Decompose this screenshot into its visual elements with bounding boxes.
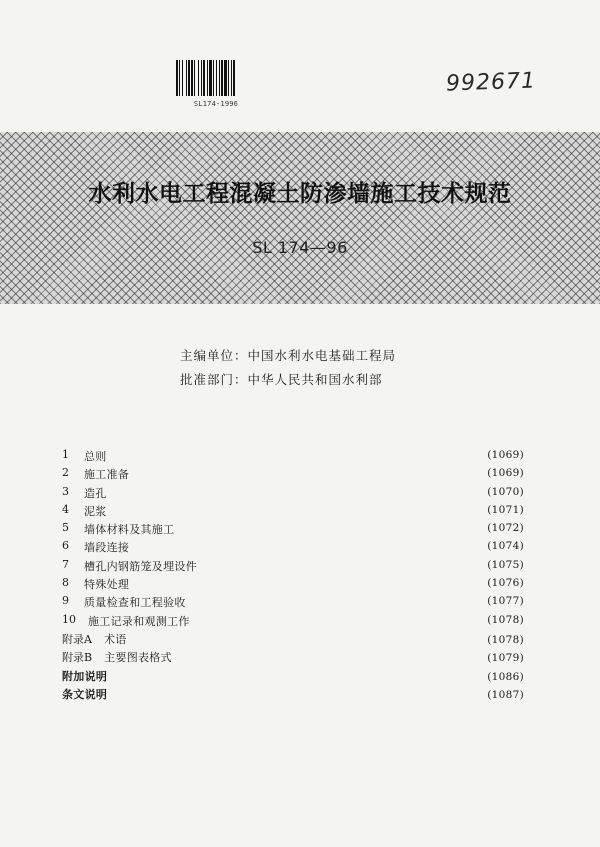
- toc-item[interactable]: [62, 503, 524, 521]
- toc-item-number: 6: [62, 539, 69, 553]
- toc-item-page: (1087): [487, 688, 524, 701]
- barcode-bar: [201, 60, 202, 96]
- toc-item-page: (1078): [487, 633, 524, 646]
- toc-item-label: 条文说明: [62, 687, 108, 701]
- toc-item-label: 施工记录和观测工作: [88, 614, 190, 628]
- toc-item[interactable]: [62, 521, 524, 539]
- toc-item-page: (1086): [487, 670, 524, 683]
- toc-item-page: (1074): [487, 540, 524, 553]
- barcode-bar: [233, 60, 235, 96]
- barcode-bar: [188, 60, 190, 96]
- toc-item-additional-notes[interactable]: [62, 668, 524, 686]
- toc-item-page: (1075): [487, 558, 524, 571]
- toc-item-label: 槽孔内钢筋笼及埋设件: [84, 559, 197, 573]
- toc-item-page: (1070): [487, 485, 524, 498]
- toc-item-number: 10: [62, 612, 76, 626]
- barcode-bar: [209, 60, 212, 96]
- toc-item-page: (1071): [487, 503, 524, 516]
- toc-item-page: (1076): [487, 577, 524, 590]
- toc-item-number: 1: [62, 448, 69, 461]
- barcode-bar: [228, 60, 229, 96]
- toc-item-number: 4: [62, 502, 69, 516]
- title-banner: [0, 132, 600, 304]
- toc-item-label: 质量检查和工程验收: [84, 596, 186, 610]
- toc-item-appendix[interactable]: [62, 631, 524, 649]
- toc-item-label: 墙段连接: [84, 541, 130, 555]
- editor-unit: 主编单位：中国水利水电基础工程局: [180, 348, 397, 363]
- toc-item-number: 7: [62, 557, 69, 571]
- toc-item-provision-notes[interactable]: [62, 686, 524, 704]
- toc-item-label: 总则: [84, 450, 107, 463]
- barcode-bars: [172, 60, 260, 98]
- barcode: [172, 60, 260, 112]
- barcode-bar: [179, 60, 180, 96]
- barcode-bar: [194, 60, 195, 96]
- toc-item-label: 施工准备: [84, 468, 130, 482]
- barcode-bar: [219, 60, 220, 96]
- document-title: 水利水电工程混凝土防渗墙施工技术规范: [88, 180, 512, 207]
- toc-item-page: (1078): [487, 613, 524, 626]
- approving-department: 批准部门：中华人民共和国水利部: [180, 372, 383, 387]
- toc-item-label: 造孔: [84, 486, 107, 500]
- toc-appendix-prefix: 附录A: [62, 632, 92, 646]
- toc-item[interactable]: [62, 485, 524, 503]
- toc-item-number: 3: [62, 484, 69, 498]
- handwritten-number: 992671: [445, 68, 537, 97]
- barcode-bar: [191, 60, 193, 96]
- toc-item-label: 特殊处理: [84, 578, 130, 592]
- toc-item-label: 墙体材料及其施工: [84, 523, 175, 537]
- toc-item-page: (1079): [487, 652, 524, 665]
- barcode-bar: [221, 60, 223, 96]
- barcode-bar: [231, 60, 232, 96]
- barcode-bar: [213, 60, 214, 96]
- barcode-bar: [207, 60, 208, 96]
- barcode-bar: [224, 60, 227, 96]
- toc-item[interactable]: [62, 613, 524, 631]
- toc-item-page: (1072): [487, 522, 524, 535]
- toc-item[interactable]: [62, 594, 524, 612]
- barcode-bar: [176, 60, 178, 96]
- toc-item[interactable]: [62, 466, 524, 484]
- barcode-bar: [203, 60, 205, 96]
- barcode-text: SL174-1996: [193, 100, 239, 108]
- barcode-bar: [182, 60, 183, 96]
- toc-item-page: (1069): [487, 449, 524, 461]
- barcode-bar: [186, 60, 187, 96]
- toc-item[interactable]: [62, 448, 524, 466]
- toc-item[interactable]: [62, 558, 524, 576]
- toc-item-label: 泥浆: [84, 504, 107, 518]
- toc-item-appendix[interactable]: [62, 649, 524, 667]
- table-of-contents: [62, 448, 524, 704]
- toc-item-page: (1077): [487, 595, 524, 608]
- toc-item-label: 主要图表格式: [104, 651, 172, 665]
- toc-item[interactable]: [62, 576, 524, 594]
- toc-appendix-prefix: 附录B: [62, 651, 93, 665]
- toc-item-number: 2: [62, 466, 69, 480]
- barcode-bar: [216, 60, 217, 96]
- toc-item-number: 5: [62, 521, 69, 535]
- standard-code: SL 174—96: [252, 238, 348, 257]
- toc-item[interactable]: [62, 539, 524, 557]
- barcode-bar: [198, 60, 199, 96]
- toc-item-number: 9: [62, 594, 69, 608]
- toc-item-page: (1069): [487, 467, 524, 480]
- toc-item-label: 附加说明: [62, 669, 108, 683]
- toc-item-number: 8: [62, 576, 69, 590]
- toc-item-label: 术语: [103, 632, 127, 646]
